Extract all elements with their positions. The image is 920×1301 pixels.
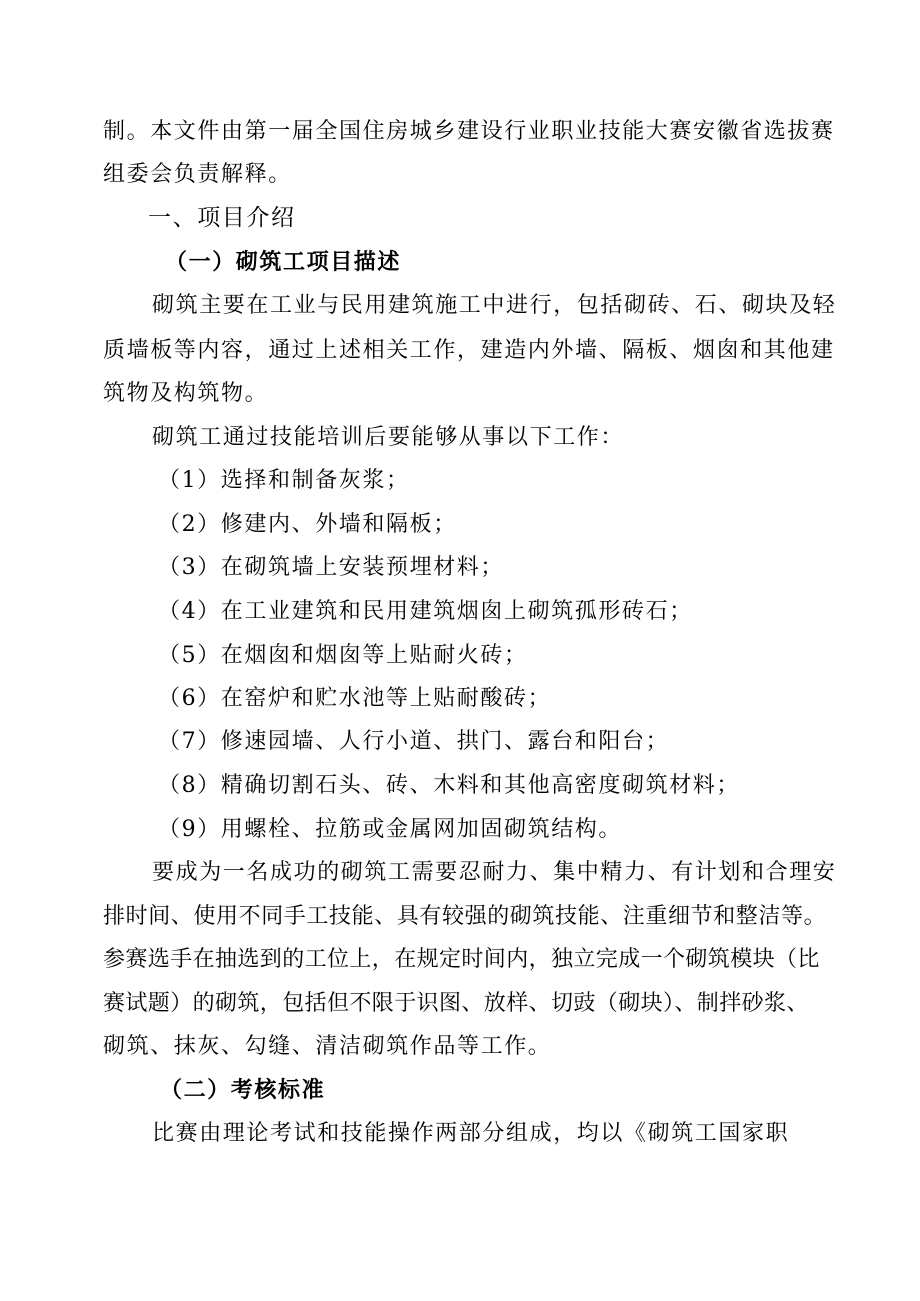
paragraph-4-line-1: 比赛由理论考试和技能操作两部分组成，均以《砌筑工国家职 xyxy=(152,1121,790,1146)
intro-line-1: 制。本文件由第一届全国住房城乡建设行业职业技能大赛安徽省选拔赛 xyxy=(103,119,835,144)
paragraph-1-line-1: 砌筑主要在工业与民用建筑施工中进行，包括砌砖、石、砌块及轻 xyxy=(152,293,837,318)
section-heading: 一、项目介绍 xyxy=(148,205,296,231)
list-item: （2）修建内、外墙和隔板； xyxy=(158,512,457,537)
paragraph-3-line-2: 排时间、使用不同手工技能、具有较强的砌筑技能、注重细节和整洁等。 xyxy=(103,904,827,929)
subsection-heading-2: （二）考核标准 xyxy=(160,1078,326,1103)
list-item: （7）修速园墙、人行小道、拱门、露台和阳台； xyxy=(158,729,670,754)
paragraph-3-line-4: 赛试题）的砌筑，包括但不限于识图、放样、切豉（砌块）、制拌砂浆、 xyxy=(103,991,809,1016)
intro-line-2: 组委会负责解释。 xyxy=(103,162,292,187)
list-item: （3）在砌筑墙上安装预埋材料； xyxy=(158,555,504,580)
list-item: （4）在工业建筑和民用建筑烟囱上砌筑孤形砖石； xyxy=(158,599,693,624)
subsection-heading-1: （一）砌筑工项目描述 xyxy=(165,250,402,275)
list-item: （8）精确切割石头、砖、木料和其他高密度砌筑材料； xyxy=(158,773,740,798)
list-item: （5）在烟囱和烟囱等上贴耐火砖； xyxy=(158,643,528,668)
paragraph-3-line-5: 砌筑、抹灰、勾缝、清洁砌筑作品等工作。 xyxy=(103,1034,552,1059)
paragraph-2: 砌筑工通过技能培训后要能够从事以下工作： xyxy=(152,425,625,450)
list-item: （9）用螺栓、拉筋或金属网加固砌筑结构。 xyxy=(158,817,622,842)
paragraph-1-line-2: 质墙板等内容，通过上述相关工作，建造内外墙、隔板、烟囱和其他建 xyxy=(103,338,835,363)
list-item: （1）选择和制备灰浆； xyxy=(158,468,410,493)
paragraph-1-line-3: 筑物及构筑物。 xyxy=(103,381,269,406)
paragraph-3-line-1: 要成为一名成功的砌筑工需要忍耐力、集中精力、有计划和合理安 xyxy=(152,860,837,885)
paragraph-3-line-3: 参赛选手在抽选到的工位上，在规定时间内，独立完成一个砌筑模块（比 xyxy=(103,947,820,972)
list-item: （6）在窑炉和贮水池等上贴耐酸砖； xyxy=(158,686,552,711)
